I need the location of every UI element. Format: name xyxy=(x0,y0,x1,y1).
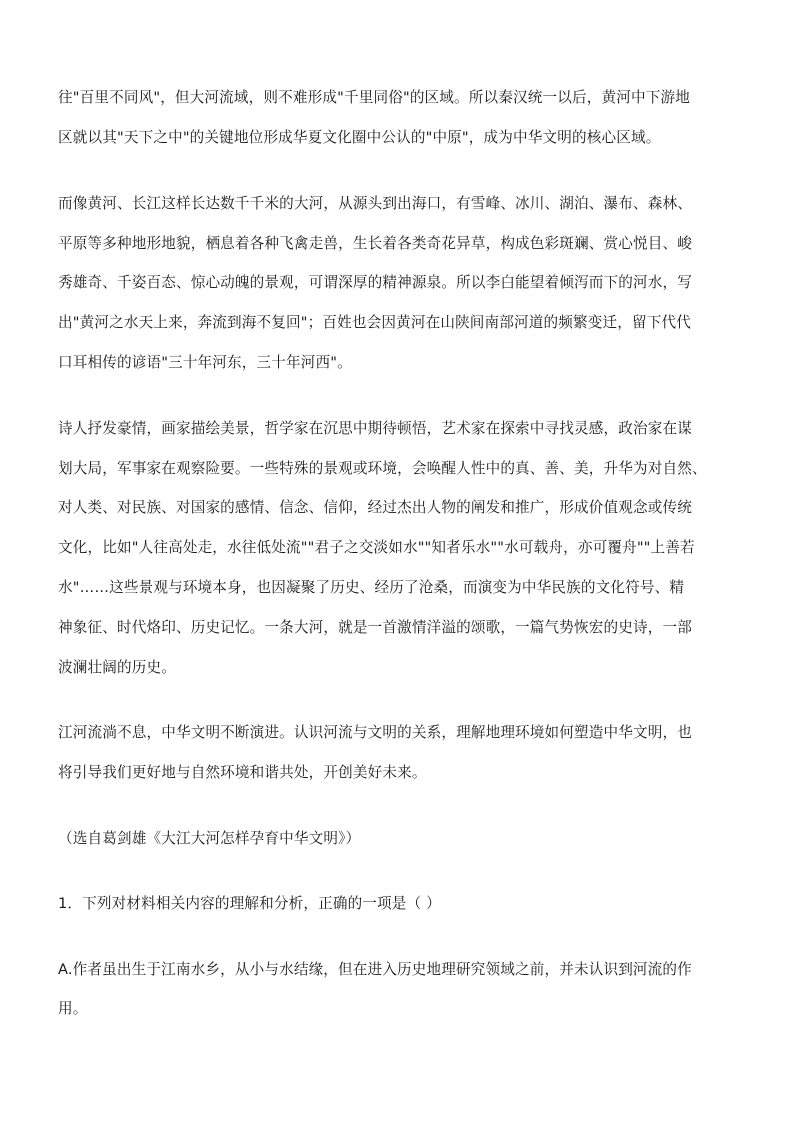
paragraph-2-line-2: 平原等多种地形地貌，栖息着各种飞禽走兽，生长着各类奇花异草，构成色彩斑斓、赏心悦目、峻 xyxy=(58,235,692,252)
paragraph-3-line-4: 文化，比如"人往高处走，水往低处流""君子之交淡如水""知者乐水""水可载舟，亦可覆舟""上善若 xyxy=(58,539,695,556)
paragraph-1-line-1: 往"百里不同风"，但大河流域，则不难形成"千里同俗"的区域。所以秦汉统一以后，黄河中下游地 xyxy=(58,89,690,106)
paragraph-3-line-7: 波澜壮阔的历史。 xyxy=(58,659,176,676)
source-citation: （选自葛剑雄《大江大河怎样孕育中华文明》） xyxy=(58,830,361,847)
paragraph-2-line-1: 而像黄河、长江这样长达数千千米的大河，从源头到出海口，有雪峰、冰川、湖泊、瀑布、森林、 xyxy=(58,195,692,212)
option-a-line-1: A.作者虽出生于江南水乡，从小与水结缘，但在进入历史地理研究领域之前，并未认识到河流的作 xyxy=(58,961,692,978)
paragraph-4-line-2: 将引导我们更好地与自然环境和谐共处，开创美好未来。 xyxy=(58,764,427,781)
paragraph-3-line-5: 水"……这些景观与环境本身，也因凝聚了历史、经历了沧桑，而演变为中华民族的文化符号、精 xyxy=(58,579,685,596)
paragraph-2-line-3: 秀雄奇、千姿百态、惊心动魄的景观，可谓深厚的精神源泉。所以李白能望着倾泻而下的河水，写 xyxy=(58,274,692,291)
question-1: 1．下列对材料相关内容的理解和分析，正确的一项是（ ） xyxy=(58,895,441,912)
paragraph-3-line-1: 诗人抒发豪情，画家描绘美景，哲学家在沉思中期待顿悟，艺术家在探索中寻找灵感，政治家在谋 xyxy=(58,420,692,437)
paragraph-3-line-2: 划大局，军事家在观察险要。一些特殊的景观或环境，会唤醒人性中的真、善、美，升华为对自然、 xyxy=(58,460,707,477)
option-a-line-2: 用。 xyxy=(58,1000,88,1017)
paragraph-2-line-5: 口耳相传的谚语"三十年河东，三十年河西"。 xyxy=(58,354,352,371)
paragraph-4-line-1: 江河流淌不息，中华文明不断演进。认识河流与文明的关系，理解地理环境如何塑造中华文明，也 xyxy=(58,724,692,741)
paragraph-2-line-4: 出"黄河之水天上来，奔流到海不复回"；百姓也会因黄河在山陕间南部河道的频繁变迁，留下代代 xyxy=(58,314,691,331)
paragraph-1-line-2: 区就以其"天下之中"的关键地位形成华夏文化圈中公认的"中原"，成为中华文明的核心区域。 xyxy=(58,129,661,146)
paragraph-3-line-6: 神象征、时代烙印、历史记忆。一条大河，就是一首激情洋溢的颂歌，一篇气势恢宏的史诗，一部 xyxy=(58,619,692,636)
paragraph-3-line-3: 对人类、对民族、对国家的感情、信念、信仰，经过杰出人物的阐发和推广，形成价值观念或传统 xyxy=(58,499,692,516)
